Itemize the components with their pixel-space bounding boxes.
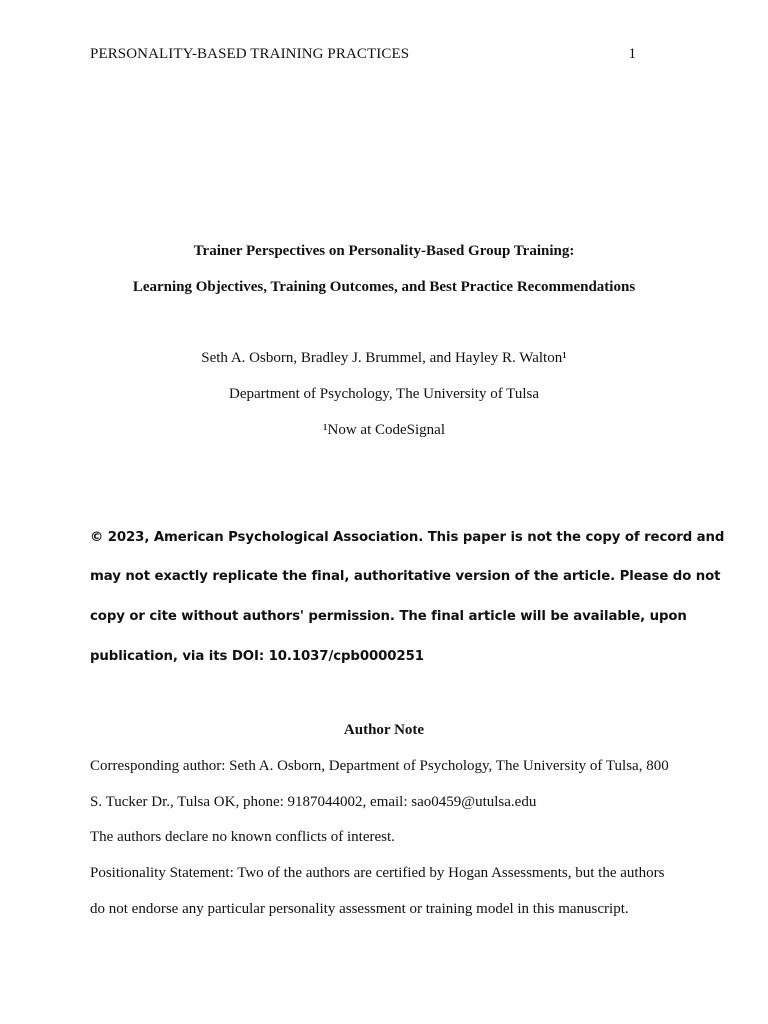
affiliation: Department of Psychology, The University of Tulsa xyxy=(229,386,539,402)
title-line-1: Trainer Perspectives on Personality-Based Group Training: xyxy=(193,243,575,259)
author-note-line: Corresponding author: Seth A. Osborn, Department of Psychology, The University of Tulsa, 800 xyxy=(90,758,669,774)
running-head: PERSONALITY-BASED TRAINING PRACTICES xyxy=(90,46,410,62)
author-note-line: S. Tucker Dr., Tulsa OK, phone: 9187044002, email: sao0459@utulsa.edu xyxy=(90,794,537,810)
page-number: 1 xyxy=(628,46,636,62)
title-line-2: Learning Objectives, Training Outcomes, and Best Practice Recommendations xyxy=(132,279,636,295)
author-note-line: Positionality Statement: Two of the authors are certified by Hogan Assessments, but the authors xyxy=(90,865,665,881)
copyright-notice-line: copy or cite without authors' permission. The final article will be available, upon xyxy=(90,609,687,624)
author-footnote: ¹Now at CodeSignal xyxy=(323,422,445,438)
copyright-notice-line: may not exactly replicate the final, authoritative version of the article. Please do not xyxy=(90,569,721,584)
author-note-heading: Author Note xyxy=(343,722,425,738)
author-list: Seth A. Osborn, Bradley J. Brummel, and Hayley R. Walton¹ xyxy=(201,350,567,366)
copyright-notice-line: © 2023, American Psychological Association. This paper is not the copy of record and xyxy=(90,530,725,545)
author-note-line: The authors declare no known conflicts of interest. xyxy=(90,829,395,845)
author-note-line: do not endorse any particular personality assessment or training model in this manuscript. xyxy=(90,901,629,917)
copyright-notice-line: publication, via its DOI: 10.1037/cpb0000251 xyxy=(90,649,424,664)
